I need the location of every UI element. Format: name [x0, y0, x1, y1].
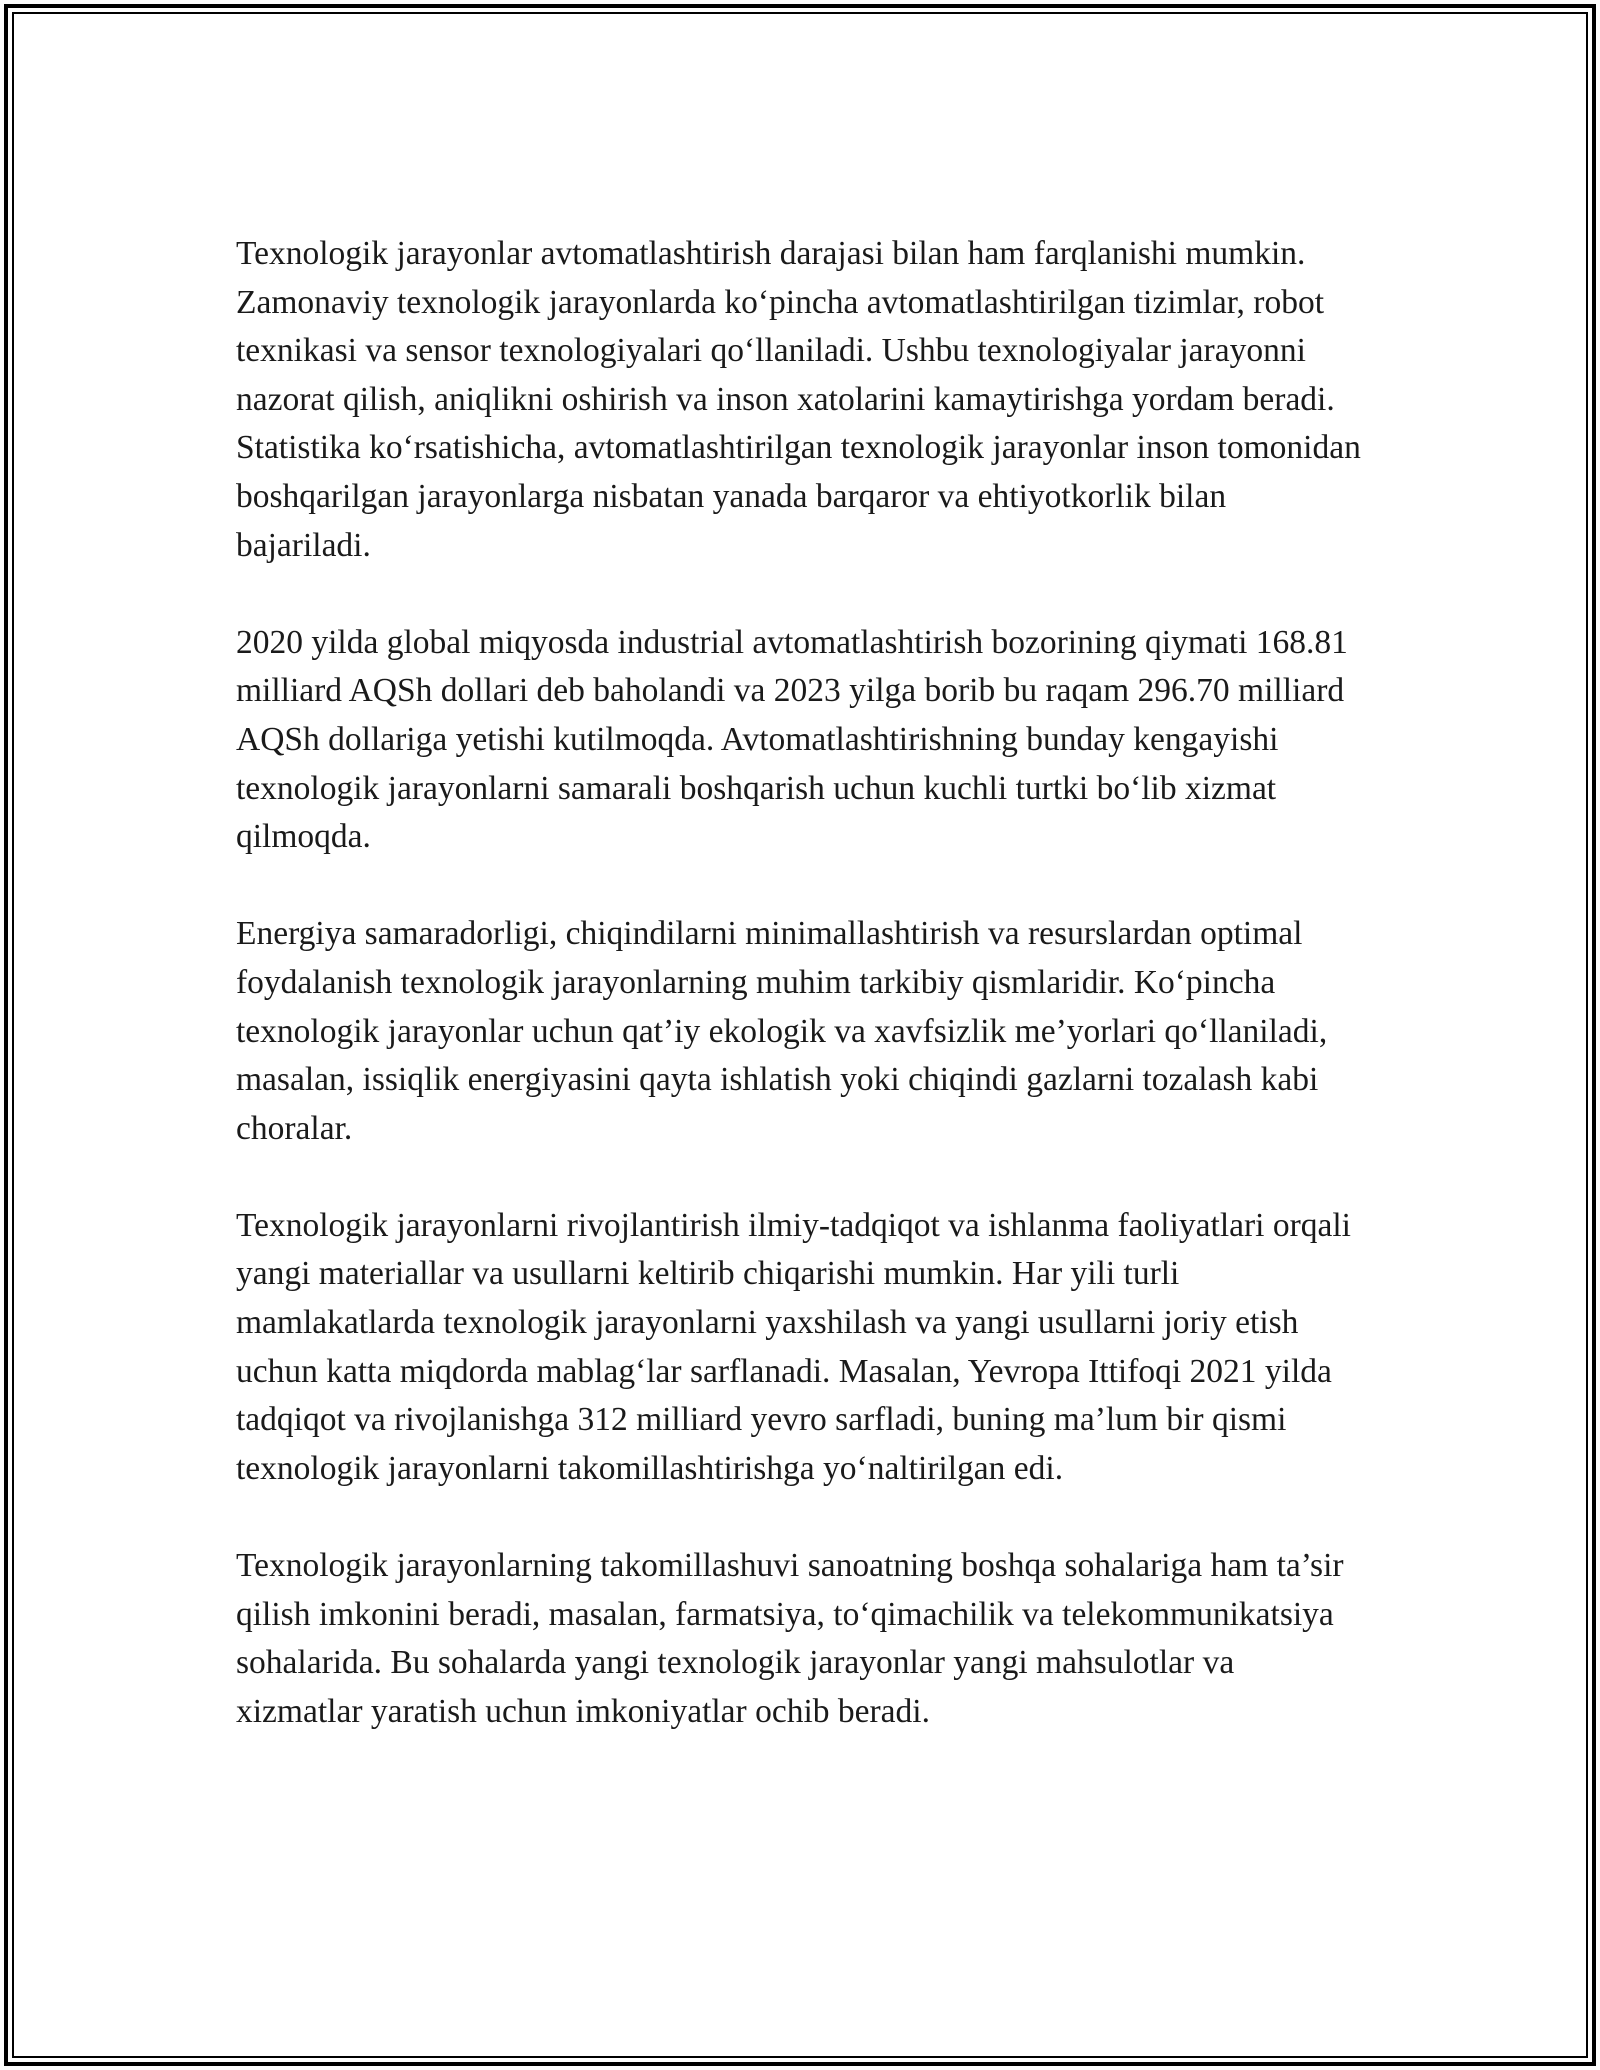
paragraph-automation-levels: Texnologik jarayonlar avtomatlashtirish darajasi bilan ham farqlanishi mumkin. Zamonaviy texnologik jarayonlarda ko‘pincha avtomatlashtirilgan tizimlar, robot texnikasi va sensor texnologiyalari qo‘llaniladi. Ushbu texnologiyalar jarayonni nazorat qilish, aniqlikni oshirish va inson xatolarini kamaytirishga yordam beradi. Statistika ko‘rsatishicha, avtomatlashtirilgan texnologik jarayonlar inson tomonidan boshqarilgan jarayonlarga nisbatan yanada barqaror va ehtiyotkorlik bilan bajariladi. [236, 235, 1361, 564]
paragraph-energy-efficiency: Energiya samaradorligi, chiqindilarni minimallashtirish va resurslardan optimal foydalanish texnologik jarayonlarning muhim tarkibiy qismlaridir. Ko‘pincha texnologik jarayonlar uchun qat’iy ekologik va xavfsizlik me’yorlari qo‘llaniladi, masalan, issiqlik energiyasini qayta ishlatish yoki chiqindi gazlarni tozalash kabi choralar. [236, 915, 1328, 1147]
paragraph-research-development: Texnologik jarayonlarni rivojlantirish ilmiy-tadqiqot va ishlanma faoliyatlari orqali yangi materiallar va usullarni keltirib chiqarishi mumkin. Har yili turli mamlakatlarda texnologik jarayonlarni yaxshilash va yangi usullarni joriy etish uchun katta miqdorda mablag‘lar sarflanadi. Masalan, Yevropa Ittifoqi 2021 yilda tadqiqot va rivojlanishga 312 milliard yevro sarfladi, buning ma’lum bir qismi texnologik jarayonlarni takomillashtirishga yo‘naltirilgan edi. [236, 1206, 1351, 1487]
paragraph-industry-impact: Texnologik jarayonlarning takomillashuvi sanoatning boshqa sohalariga ham ta’sir qilish imkonini beradi, masalan, farmatsiya, to‘qimachilik va telekommunikatsiya sohalarida. Bu sohalarda yangi texnologik jarayonlar yangi mahsulotlar va xizmatlar yaratish uchun imkoniyatlar ochib beradi. [236, 1547, 1344, 1730]
paragraph-market-value: 2020 yilda global miqyosda industrial avtomatlashtirish bozorining qiymati 168.81 milliard AQSh dollari deb baholandi va 2023 yilga borib bu raqam 296.70 milliard AQSh dollariga yetishi kutilmoqda. Avtomatlashtirishning bunday kengayishi texnologik jarayonlarni samarali boshqarish uchun kuchli turtki bo‘lib xizmat qilmoqda. [236, 623, 1348, 856]
document-body [236, 230, 1366, 1736]
